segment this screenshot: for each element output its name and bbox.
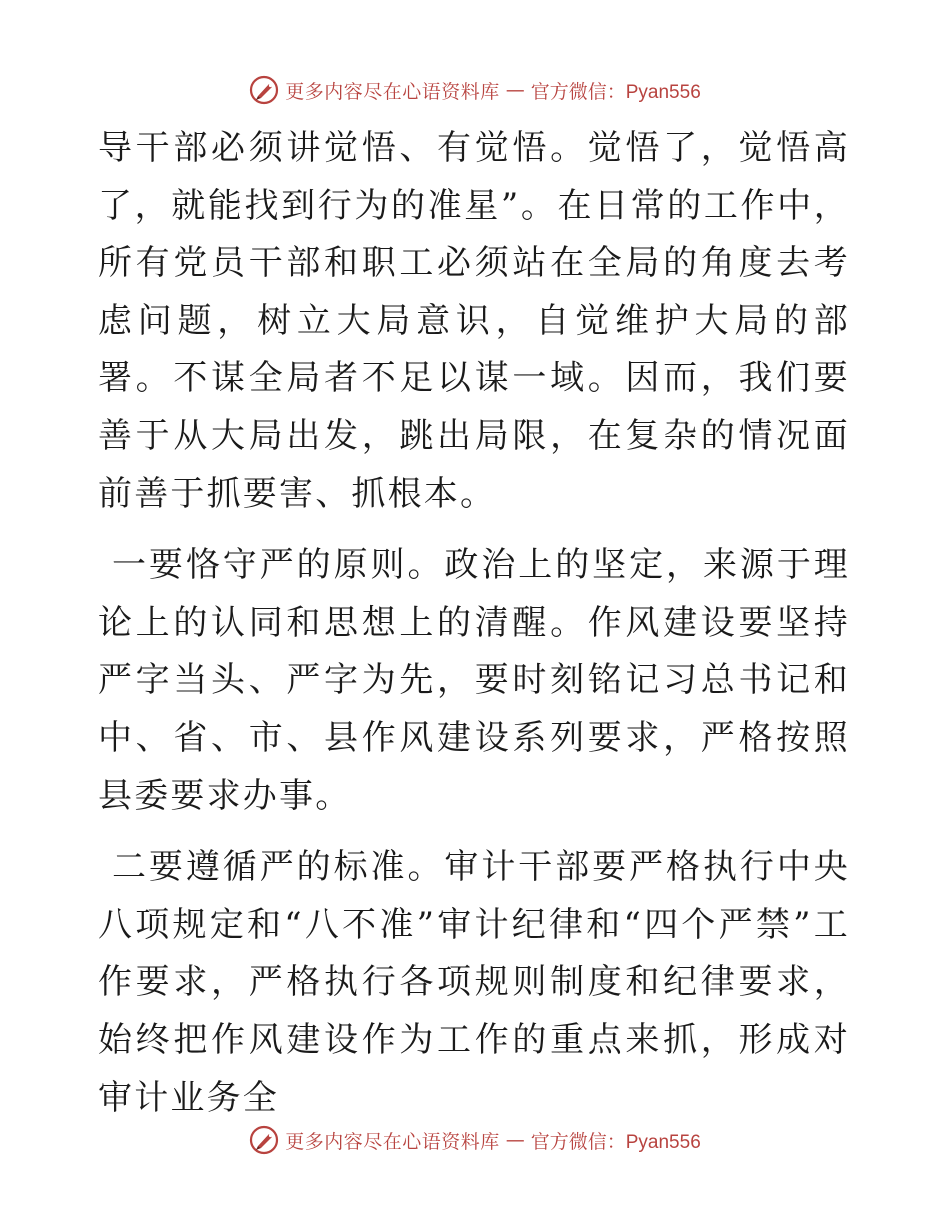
footer-banner [0, 1120, 950, 1160]
footer-banner-content [249, 1125, 701, 1155]
footer-banner-text: 更多内容尽在心语资料库 [285, 1130, 500, 1153]
footer-banner-separator: — [505, 1129, 525, 1151]
brand-logo-icon [249, 1125, 279, 1155]
paragraph-continuation: 导干部必须讲觉悟、有觉悟。觉悟了，觉悟高了，就能找到行为的准星”。在日常的工作中，所有党员干部和职工必须站在全局的角度去考虑问题，树立大局意识，自觉维护大局的部署。不谋全局者不足以谋一域。因而，我们要善于从大局出发，跳出局限，在复杂的情况面前善于抓要害、抓根本。 [98, 128, 850, 514]
header-banner-separator: — [505, 79, 525, 101]
header-banner-brand: 官方微信：Pyan556 [530, 81, 701, 103]
footer-banner-brand: 官方微信：Pyan556 [530, 1131, 701, 1153]
paragraph-principle: 一要恪守严的原则。政治上的坚定，来源于理论上的认同和思想上的清醒。作风建设要坚持严字当头、严字为先，要时刻铭记习总书记和中、省、市、县作风建设系列要求，严格按照县委要求办事。 [98, 545, 850, 816]
document-body [98, 120, 850, 1141]
brand-logo-icon [249, 75, 279, 105]
header-banner-content [249, 75, 701, 105]
paragraph-standard: 二要遵循严的标准。审计干部要严格执行中央八项规定和“八不准”审计纪律和“四个严禁”工作要求，严格执行各项规则制度和纪律要求，始终把作风建设作为工作的重点来抓，形成对审计业务全 [98, 847, 850, 1118]
header-banner [0, 70, 950, 110]
header-banner-text: 更多内容尽在心语资料库 [285, 80, 500, 103]
